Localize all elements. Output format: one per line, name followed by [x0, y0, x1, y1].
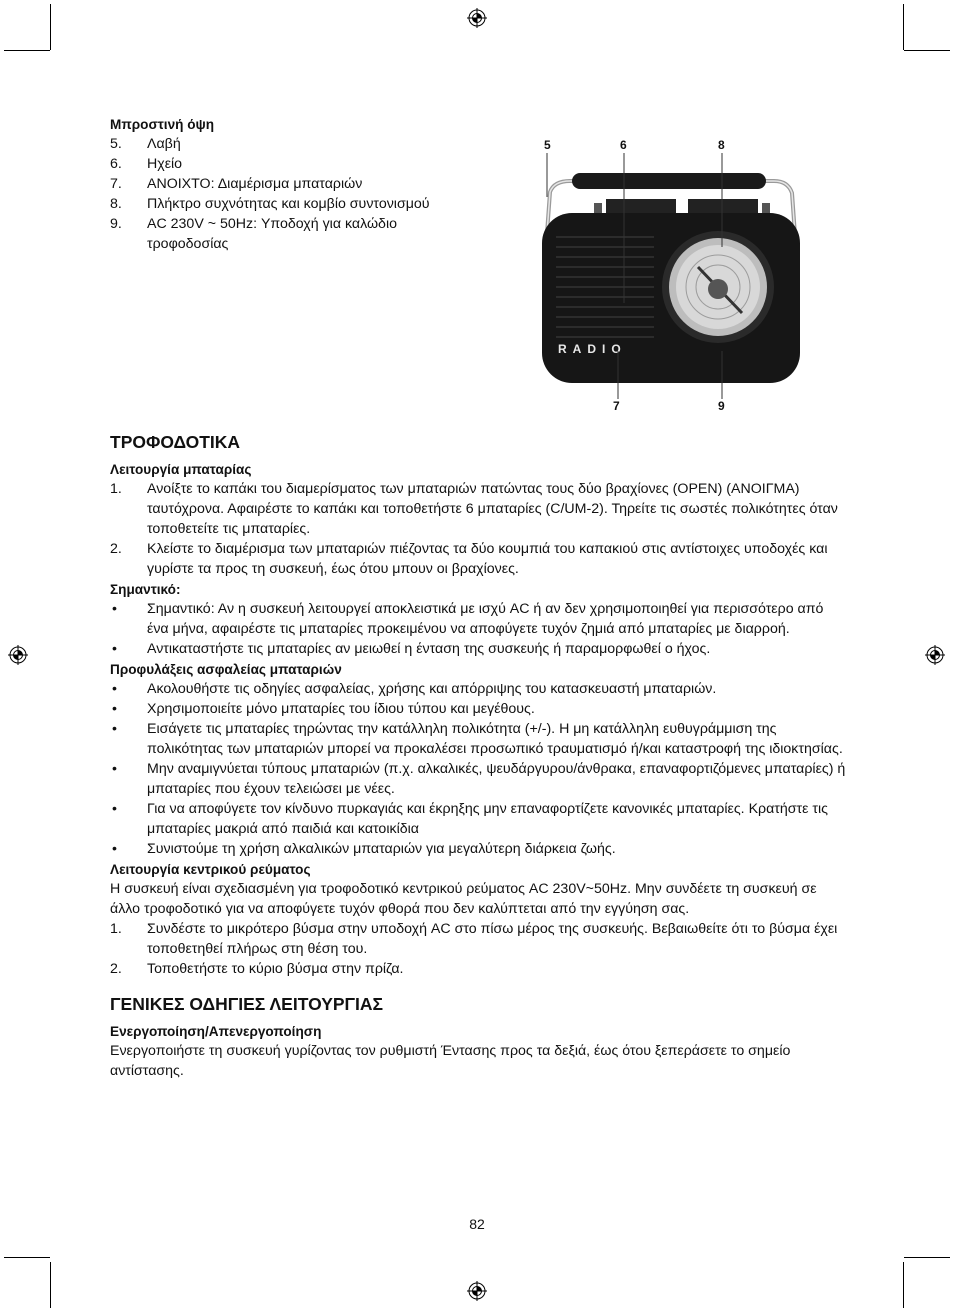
front-view-title: Μπροστινή όψη [110, 117, 215, 132]
mains-title: Λειτουργία κεντρικού ρεύματος [110, 862, 311, 877]
list-item: • Ακολουθήστε τις οδηγίες ασφαλείας, χρήσης και απόρριψης του κατασκευαστή μπαταριών. [112, 681, 717, 697]
list-item: 2. Κλείστε το διαμέρισμα των μπαταριών πιέζοντας τα δύο κουμπιά του καπακιού στις αντίστοιχες υποδοχές και γυρίστε τα προς τη συσκευή, έως ότου μπουν οι βραχίονες. [110, 541, 828, 577]
list-item: 6. Ηχείο [110, 156, 183, 172]
list-item: • Σημαντικό: Αν η συσκευή λειτουργεί αποκλειστικά με ισχύ AC ή αν δεν χρησιμοποιηθεί για περισσότερο από ένα μήνα, αφαιρέστε τις μπαταρίες προκειμένου να αποφύγετε τυχόν ζημιά από μπαταρίες με διαρροή. [112, 601, 824, 637]
list-item: 1. Συνδέστε το μικρότερο βύσμα στην υποδοχή AC στο πίσω μέρος της συσκευής. Βεβαιωθείτε ότι το βύσμα έχει τοποθετηθεί πλήρως στη θέση του. [110, 921, 838, 957]
crop-mark [4, 1257, 50, 1258]
crop-mark [903, 4, 904, 50]
callout-label: 5 [544, 138, 551, 152]
crop-mark [50, 4, 51, 50]
mains-steps [110, 919, 848, 979]
battery-title: Λειτουργία μπαταρίας [110, 462, 252, 477]
list-item: 8. Πλήκτρο συχνότητας και κομβίο συντονισμού [110, 196, 430, 212]
list-item: 9. AC 230V ~ 50Hz: Υποδοχή για καλώδιο τροφοδοσίας [110, 216, 397, 252]
crop-mark [904, 1257, 950, 1258]
list-item: 1. Ανοίξτε το καπάκι του διαμερίσματος των μπαταριών πατώντας τους δύο βραχίονες (OPEN) (ΑΝΟΙΓΜΑ) ταυτόχρονα. Αφαιρέστε το καπάκι και τοποθετήστε 6 μπαταρίες (C/UM-2). Τηρείτε τις σωστές πολικότητες όταν τοποθετείτε τις μπαταρίες. [110, 481, 838, 537]
crop-mark [4, 50, 50, 51]
list-item: 7. ΑΝΟΙΧΤΟ: Διαμέρισμα μπαταριών [110, 176, 363, 192]
callout-label: 9 [718, 399, 725, 413]
front-view-section [110, 116, 450, 254]
important-list [110, 599, 848, 659]
general-heading: ΓΕΝΙΚΕΣ ΟΔΗΓΙΕΣ ΛΕΙΤΟΥΡΓΙΑΣ [110, 994, 384, 1014]
battery-steps [110, 479, 848, 579]
power-heading: ΤΡΟΦΟΔΟΤΙΚΑ [110, 432, 241, 452]
onoff-text: Ενεργοποιήστε τη συσκευή γυρίζοντας τον ρυθμιστή Έντασης προς τα δεξιά, έως ότου ξεπεράσετε το σημείο αντίστασης. [110, 1043, 791, 1079]
page-number: 82 [469, 1216, 485, 1232]
list-item: • Μην αναμιγνύεται τύπους μπαταριών (π.χ. αλκαλικές, ψευδάργυρου/άνθρακα, επαναφορτιζόμενες μπαταρίες) ή μπαταρίες που έχουν τελειώσει με νέες. [112, 761, 846, 797]
list-item: • Χρησιμοποιείτε μόνο μπαταρίες του ίδιου τύπου και μεγέθους. [112, 701, 535, 717]
crop-mark [50, 1262, 51, 1308]
main-content [110, 431, 848, 1081]
front-view-list [110, 134, 450, 254]
list-item: • Συνιστούμε τη χρήση αλκαλικών μπαταριών για μεγαλύτερη διάρκεια ζωής. [112, 841, 616, 857]
important-title: Σημαντικό: [110, 582, 181, 597]
list-item: 2. Τοποθετήστε το κύριο βύσμα στην πρίζα. [110, 961, 404, 977]
callout-label: 7 [613, 399, 620, 413]
radio-illustration [536, 137, 812, 415]
list-item: • Αντικαταστήστε τις μπαταρίες αν μειωθεί η ένταση της συσκευής ή παραμορφωθεί ο ήχος. [112, 641, 711, 657]
list-item: • Εισάγετε τις μπαταρίες τηρώντας την κατάλληλη πολικότητα (+/-). Η μη κατάλληλη ευθυγράμμιση της πολικότητας των μπαταριών μπορεί να προκαλέσει προσωπικό τραυματισμό ή/και καταστροφή της ιδιοκτησίας. [112, 721, 843, 757]
registration-mark-icon [8, 645, 28, 665]
callout-label: 6 [620, 138, 627, 152]
radio-front-view-image [536, 137, 812, 415]
crop-mark [903, 1262, 904, 1308]
registration-mark-icon [467, 8, 487, 28]
mains-intro: Η συσκευή είναι σχεδιασμένη για τροφοδοτικό κεντρικού ρεύματος AC 230V~50Hz. Μην συνδέετε τη συσκευή σε άλλο τροφοδοτικό για να αποφύγετε τυχόν φθορά που δεν καλύπτεται από την εγγύηση σας. [110, 881, 817, 917]
callout-label: 8 [718, 138, 725, 152]
radio-brand-label: RADIO [558, 342, 627, 356]
onoff-title: Ενεργοποίηση/Απενεργοποίηση [110, 1024, 322, 1039]
list-item: • Για να αποφύγετε τον κίνδυνο πυρκαγιάς και έκρηξης μην επαναφορτίζετε κανονικές μπαταρίες. Κρατήστε τις μπαταρίες μακριά από παιδιά και κατοικίδια [112, 801, 829, 837]
registration-mark-icon [467, 1281, 487, 1301]
safety-title: Προφυλάξεις ασφαλείας μπαταριών [110, 662, 342, 677]
safety-list [110, 679, 848, 859]
list-item: 5. Λαβή [110, 136, 181, 152]
registration-mark-icon [925, 645, 945, 665]
crop-mark [904, 50, 950, 51]
